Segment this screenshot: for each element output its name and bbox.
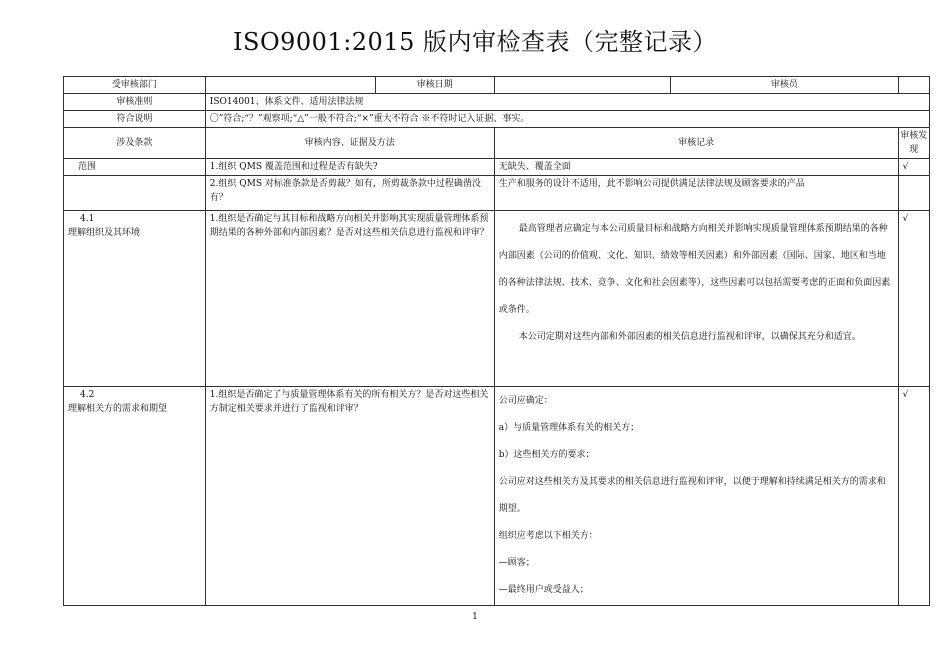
record-line: 公司应对这些相关方及其要求的相关信息进行监视和评审，以便于理解和持续满足相关方的需求和期望。 [498, 477, 886, 514]
record-line: 公司应确定： [498, 396, 553, 406]
clause-number: 4.2 [80, 390, 95, 400]
clause-number: 4.1 [80, 214, 95, 224]
table-row [64, 387, 930, 606]
record-paragraph: 本公司定期对这些内部和外部因素的相关信息进行监视和评审，以确保其充分和适宜。 [518, 332, 861, 342]
record-line: —最终用户或受益人； [498, 585, 589, 595]
col-finding-header: 审核发现 [898, 128, 929, 159]
table-row [64, 176, 930, 211]
record-line: —顾客； [498, 558, 535, 568]
legend-value: 〇”符合;“？”观察项;“△”一般不符合;“×”重大不符合 ※不符时记入证据、事实。 [205, 111, 929, 128]
criteria-value: ISO14001、体系文件、适用法律法规 [205, 94, 929, 111]
auditor-label: 审核员 [671, 77, 898, 94]
dept-value [205, 77, 375, 94]
record-paragraph: 最高管理者应确定与本公司质量目标和战略方向相关并影响实现质量管理体系预期结果的各种内部因素（公司的价值观、文化、知识、绩效等相关因素）和外部因素（国际、国家、地区和当地的各种法律法规、技术、竞争、文化和社会因素等），这些因素可以包括需要考虑的正面和负面因素或条件。 [498, 224, 891, 315]
audit-checklist-table [63, 76, 930, 606]
clause-cell [64, 211, 206, 387]
record-cell [494, 387, 898, 606]
content-cell: 2.组织 QMS 对标准条款是否剪裁？如有，所剪裁条款中过程确凿没有？ [205, 176, 494, 211]
record-line: a）与质量管理体系有关的相关方； [498, 423, 640, 433]
clause-name: 理解组织及其环境 [68, 228, 141, 238]
page-number: 1 [472, 612, 478, 622]
finding-cell: √ [898, 387, 929, 606]
record-cell: 生产和服务的设计不适用，此不影响公司提供满足法律法规及顾客要求的产品 [494, 176, 898, 211]
column-header-row [64, 128, 930, 159]
finding-cell: √ [898, 211, 929, 387]
col-record-header: 审核记录 [494, 128, 898, 159]
record-line: 组织应考虑以下相关方： [498, 531, 598, 541]
record-line: b）这些相关方的要求； [498, 450, 595, 460]
clause-cell [64, 387, 206, 606]
record-cell [494, 211, 898, 387]
content-cell: 1.组织是否确定了与质量管理体系有关的所有相关方？是否对这些相关方制定相关要求并进行了监视和评审？ [205, 387, 494, 606]
date-label: 审核日期 [375, 77, 494, 94]
header-row-dept [64, 77, 930, 94]
legend-label: 符合说明 [64, 111, 206, 128]
clause-cell [64, 176, 206, 211]
content-cell: 1.组织 QMS 覆盖范围和过程是否有缺失? [205, 159, 494, 176]
col-content-header: 审核内容、证据及方法 [205, 128, 494, 159]
finding-cell: √ [898, 159, 929, 176]
content-cell: 1.组织是否确定与其目标和战略方向相关并影响其实现质量管理体系预期结果的各种外部和内部因素？是否对这些相关信息进行监视和评审？ [205, 211, 494, 387]
clause-cell: 范围 [64, 159, 206, 176]
table-row [64, 211, 930, 387]
auditor-value [898, 77, 929, 94]
dept-label: 受审核部门 [64, 77, 206, 94]
record-cell: 无缺失、覆盖全面 [494, 159, 898, 176]
header-row-criteria [64, 94, 930, 111]
clause-name: 理解相关方的需求和期望 [68, 404, 168, 414]
page-title: ISO9001:2015 版内审检查表（完整记录） [233, 28, 717, 56]
finding-cell [898, 176, 929, 211]
header-row-legend [64, 111, 930, 128]
criteria-label: 审核准则 [64, 94, 206, 111]
col-clause-header: 涉及条款 [64, 128, 206, 159]
date-value [494, 77, 670, 94]
table-row [64, 159, 930, 176]
